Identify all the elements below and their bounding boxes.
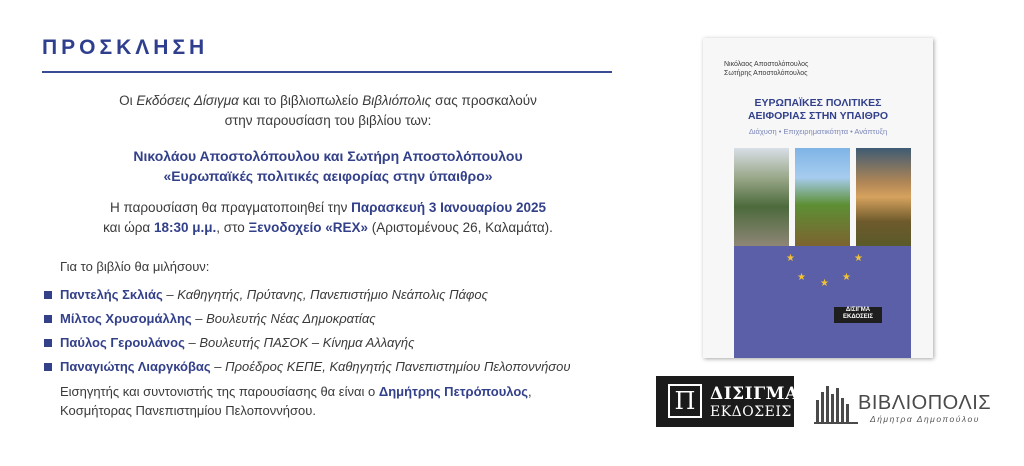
invitation-text (42, 34, 614, 420)
speaker-item (42, 286, 614, 304)
book-title-line: «Ευρωπαϊκές πολιτικές αειφορίας στην ύπαιθρο» (163, 168, 493, 184)
vineyard-photo (856, 148, 911, 246)
speakers-intro: Για το βιβλίο θα μιλήσουν: (60, 259, 210, 274)
eu-star-icon: ★ (842, 272, 851, 283)
cover-title-line-1: ΕΥΡΩΠΑΪΚΕΣ ΠΟΛΙΤΙΚΕΣ (754, 97, 882, 109)
cover-authors (724, 60, 808, 78)
event-time: 18:30 μ.μ. (153, 220, 217, 235)
cover-publisher-name: ΔΙΣΙΓΜΑ (845, 307, 871, 313)
vivliopolis-logo-sub: Δήμητρα Δημοπούλου (870, 414, 980, 424)
event-details (42, 198, 614, 238)
event-venue: Ξενοδοχείο «REX» (248, 220, 369, 235)
event-date: Παρασκευή 3 Ιανουαρίου 2025 (351, 200, 547, 215)
moderator-text-1: Εισηγητής και συντονιστής της παρουσίασης θα είναι ο (60, 384, 379, 399)
title-divider (42, 71, 612, 73)
moderator-paragraph (42, 382, 614, 420)
intro-paragraph (42, 91, 614, 131)
speaker-role: Προέδρος ΚΕΠΕ, Καθηγητής Πανεπιστημίου Πελοποννήσου (225, 359, 571, 374)
moderator-text-2: , (528, 384, 532, 399)
eu-star-icon: ★ (820, 278, 829, 289)
intro-text-line2: στην παρουσίαση του βιβλίου των: (224, 113, 432, 128)
moderator-name: Δημήτρης Πετρόπουλος (378, 384, 529, 399)
eu-star-icon: ★ (797, 272, 806, 283)
eu-star-icon: ★ (854, 253, 863, 264)
cover-photos (734, 148, 911, 246)
speaker-item (42, 334, 614, 352)
moderator-title: Κοσμήτορας Πανεπιστημίου Πελοποννήσου. (60, 403, 316, 418)
disigma-mark-icon: Π (668, 384, 702, 418)
cover-subtitle: Διάχυση • Επιχειρηματικότητα • Ανάπτυξη (748, 127, 888, 136)
event-text-1: Η παρουσίαση θα πραγματοποιηθεί την (109, 200, 352, 215)
speaker-separator: – (191, 311, 207, 326)
speaker-separator: – (210, 359, 226, 374)
speaker-name: Παντελής Σκλιάς (60, 287, 163, 302)
bookshelf-bars-icon (814, 382, 858, 424)
cover-author-2: Σωτήρης Αποστολόπουλος (724, 70, 808, 77)
authors-line: Νικολάου Αποστολόπουλου και Σωτήρη Αποστολόπουλου (133, 148, 523, 164)
speaker-name: Παναγιώτης Λιαργκόβας (60, 359, 211, 374)
intro-text-3: σας προσκαλούν (431, 93, 537, 108)
disigma-logo-sub: ΕΚΔΟΣΕΙΣ (710, 404, 792, 420)
event-text-3: , στο (216, 220, 249, 235)
book-cover (703, 38, 933, 358)
cover-publisher-sub: ΕΚΔΟΣΕΙΣ (842, 314, 874, 320)
disigma-logo-name: ΔΙΣΙΓΜΑ (710, 384, 799, 404)
cover-publisher-logo (834, 307, 882, 323)
intro-text-1: Οι (119, 93, 137, 108)
disigma-logo (656, 376, 799, 427)
event-address: (Αριστομένους 26, Καλαμάτα). (368, 220, 553, 235)
cover-title-line-2: ΑΕΙΦΟΡΙΑΣ ΣΤΗΝ ΥΠΑΙΘΡΟ (747, 110, 889, 122)
speaker-role: Βουλευτής ΠΑΣΟΚ – Κίνημα Αλλαγής (199, 335, 415, 350)
speaker-role: Καθηγητής, Πρύτανης, Πανεπιστήμιο Νεάπολις Πάφος (177, 287, 488, 302)
speaker-role: Βουλευτής Νέας Δημοκρατίας (206, 311, 376, 326)
speaker-item (42, 310, 614, 328)
event-text-2: και ώρα (103, 220, 154, 235)
publisher-name: Εκδόσεις Δίσιγμα (136, 93, 239, 108)
eu-star-icon: ★ (786, 253, 795, 264)
bullet-square-icon (44, 363, 52, 371)
bullet-square-icon (44, 315, 52, 323)
speaker-separator: – (184, 335, 200, 350)
book-authors-title (42, 146, 614, 186)
vivliopolis-logo-name: ΒΙΒΛΙΟΠΟΛΙΣ (858, 392, 992, 414)
page-title: ΠΡΟΣΚΛΗΣΗ (42, 36, 209, 59)
speakers-list (42, 286, 614, 376)
speaker-item (42, 358, 614, 376)
speaker-name: Μίλτος Χρυσομάλλης (60, 311, 192, 326)
bullet-square-icon (44, 291, 52, 299)
vivliopolis-logo (812, 378, 992, 428)
field-tree-photo (795, 148, 850, 246)
intro-text-2: και το βιβλιοπωλείο (238, 93, 363, 108)
village-photo (734, 148, 789, 246)
speaker-name: Παύλος Γερουλάνος (60, 335, 185, 350)
bullet-square-icon (44, 339, 52, 347)
cover-author-1: Νικόλαος Αποστολόπουλος (724, 61, 809, 68)
cover-blue-panel (734, 246, 911, 358)
bookstore-name: Βιβλιόπολις (362, 93, 432, 108)
speaker-separator: – (162, 287, 178, 302)
cover-title (703, 97, 933, 123)
